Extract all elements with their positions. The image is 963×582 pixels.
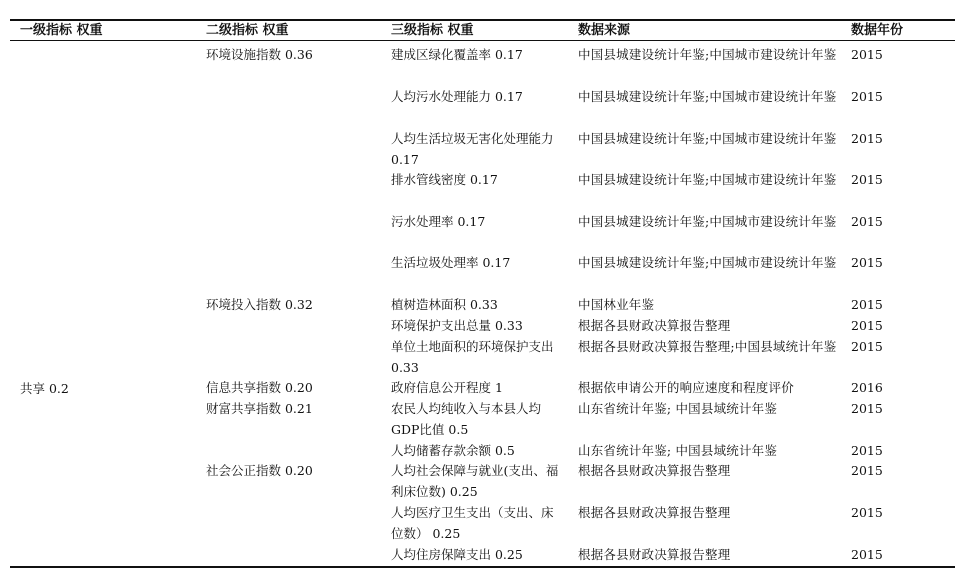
data-source: 中国县城建设统计年鉴;中国城市建设统计年鉴 [578, 172, 837, 187]
data-year: 2015 [851, 547, 883, 562]
data-source: 中国县城建设统计年鉴;中国城市建设统计年鉴 [578, 214, 837, 229]
data-year: 2015 [851, 463, 883, 478]
data-year: 2015 [851, 505, 883, 520]
data-year: 2015 [851, 89, 883, 104]
level3-indicator: 人均医疗卫生支出（支出、床位数） 0.25 [391, 505, 554, 541]
header-level2: 二级指标 权重 [206, 23, 289, 38]
data-year: 2015 [851, 255, 883, 270]
level2-indicator: 社会公正指数 0.20 [206, 463, 313, 478]
level1-indicator: 共享 0.2 [20, 381, 69, 396]
level3-indicator: 建成区绿化覆盖率 0.17 [391, 47, 523, 62]
level3-indicator: 环境保护支出总量 0.33 [391, 318, 523, 333]
table-top-rule [10, 19, 955, 21]
data-source: 中国县城建设统计年鉴;中国城市建设统计年鉴 [578, 47, 837, 62]
data-source: 山东省统计年鉴; 中国县域统计年鉴 [578, 443, 778, 458]
data-year: 2015 [851, 214, 883, 229]
level2-indicator: 环境投入指数 0.32 [206, 297, 313, 312]
header-source: 数据来源 [578, 23, 631, 38]
level3-indicator: 人均住房保障支出 0.25 [391, 547, 523, 562]
table-header-rule [10, 40, 955, 41]
data-year: 2015 [851, 318, 883, 333]
level3-indicator: 植树造林面积 0.33 [391, 297, 498, 312]
data-year: 2015 [851, 443, 883, 458]
level3-indicator: 污水处理率 0.17 [391, 214, 486, 229]
data-source: 山东省统计年鉴; 中国县域统计年鉴 [578, 401, 778, 416]
level3-indicator: 人均生活垃圾无害化处理能力 0.17 [391, 131, 554, 167]
data-year: 2016 [851, 380, 883, 395]
level3-indicator: 单位土地面积的环境保护支出 0.33 [391, 339, 554, 375]
data-source: 根据各县财政决算报告整理 [578, 463, 731, 478]
data-year: 2015 [851, 339, 883, 354]
data-source: 根据各县财政决算报告整理 [578, 547, 731, 562]
level3-indicator: 人均社会保障与就业(支出、福利床位数) 0.25 [391, 463, 559, 499]
data-year: 2015 [851, 47, 883, 62]
data-source: 根据依申请公开的响应速度和程度评价 [578, 380, 794, 395]
data-source: 中国县城建设统计年鉴;中国城市建设统计年鉴 [578, 255, 837, 270]
header-level3: 三级指标 权重 [391, 23, 474, 38]
data-year: 2015 [851, 401, 883, 416]
data-source: 根据各县财政决算报告整理 [578, 318, 731, 333]
data-source: 根据各县财政决算报告整理;中国县域统计年鉴 [578, 339, 837, 354]
table-bottom-rule [10, 566, 955, 568]
header-level1: 一级指标 权重 [20, 23, 103, 38]
level3-indicator: 排水管线密度 0.17 [391, 172, 498, 187]
level3-indicator: 人均污水处理能力 0.17 [391, 89, 523, 104]
data-year: 2015 [851, 297, 883, 312]
data-source: 中国县城建设统计年鉴;中国城市建设统计年鉴 [578, 89, 837, 104]
level3-indicator: 人均储蓄存款余额 0.5 [391, 443, 515, 458]
data-year: 2015 [851, 131, 883, 146]
data-year: 2015 [851, 172, 883, 187]
data-source: 中国林业年鉴 [578, 297, 655, 312]
header-year: 数据年份 [851, 23, 904, 38]
level3-indicator: 生活垃圾处理率 0.17 [391, 255, 511, 270]
data-source: 中国县城建设统计年鉴;中国城市建设统计年鉴 [578, 131, 837, 146]
level2-indicator: 环境设施指数 0.36 [206, 47, 313, 62]
level3-indicator: 政府信息公开程度 1 [391, 380, 503, 395]
data-source: 根据各县财政决算报告整理 [578, 505, 731, 520]
level2-indicator: 信息共享指数 0.20 [206, 380, 313, 395]
level3-indicator: 农民人均纯收入与本县人均GDP比值 0.5 [391, 401, 542, 437]
level2-indicator: 财富共享指数 0.21 [206, 401, 313, 416]
